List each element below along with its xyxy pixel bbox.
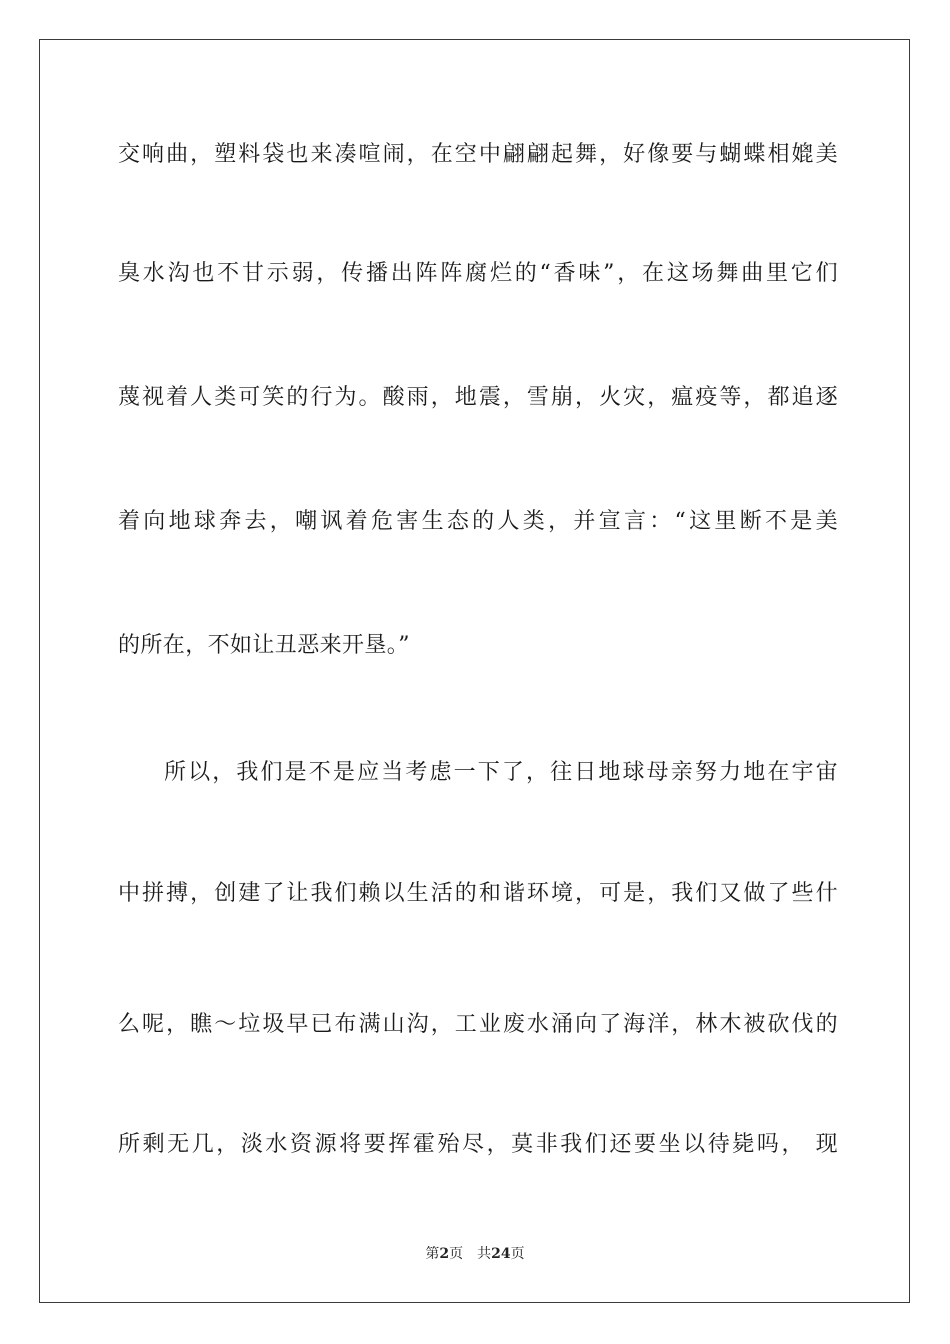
total-prefix: 共 bbox=[477, 1246, 492, 1262]
page-prefix: 第 bbox=[425, 1246, 440, 1262]
total-suffix: 页 bbox=[510, 1246, 525, 1262]
text-line-3: 蔑视着人类可笑的行为。酸雨，地震，雪崩，火灾，瘟疫等，都追逐 bbox=[118, 385, 838, 410]
text-line-1: 交响曲，塑料袋也来凑喧闹，在空中翩翩起舞，好像要与蝴蝶相媲美 bbox=[118, 142, 838, 167]
text-line-7: 中拼搏，创建了让我们赖以生活的和谐环境，可是，我们又做了些什 bbox=[118, 881, 838, 906]
total-pages: 24 bbox=[491, 1246, 511, 1262]
text-line-5: 的所在，不如让丑恶来开垦。” bbox=[118, 633, 410, 658]
page-footer bbox=[0, 1245, 950, 1263]
text-line-2: 臭水沟也不甘示弱，传播出阵阵腐烂的“香味”，在这场舞曲里它们 bbox=[118, 261, 838, 286]
page-number: 2 bbox=[439, 1246, 450, 1262]
text-line-6: 所以，我们是不是应当考虑一下了，往日地球母亲努力地在宇宙 bbox=[164, 760, 838, 785]
page-border bbox=[39, 39, 910, 1303]
text-line-8: 么呢，瞧～垃圾早已布满山沟，工业废水涌向了海洋，林木被砍伐的 bbox=[118, 1012, 838, 1037]
page-suffix: 页 bbox=[449, 1246, 464, 1262]
text-line-9: 所剩无几，淡水资源将要挥霍殆尽，莫非我们还要坐以待毙吗， 现 bbox=[118, 1132, 838, 1157]
text-line-4: 着向地球奔去，嘲讽着危害生态的人类，并宣言：“这里断不是美 bbox=[118, 509, 838, 534]
